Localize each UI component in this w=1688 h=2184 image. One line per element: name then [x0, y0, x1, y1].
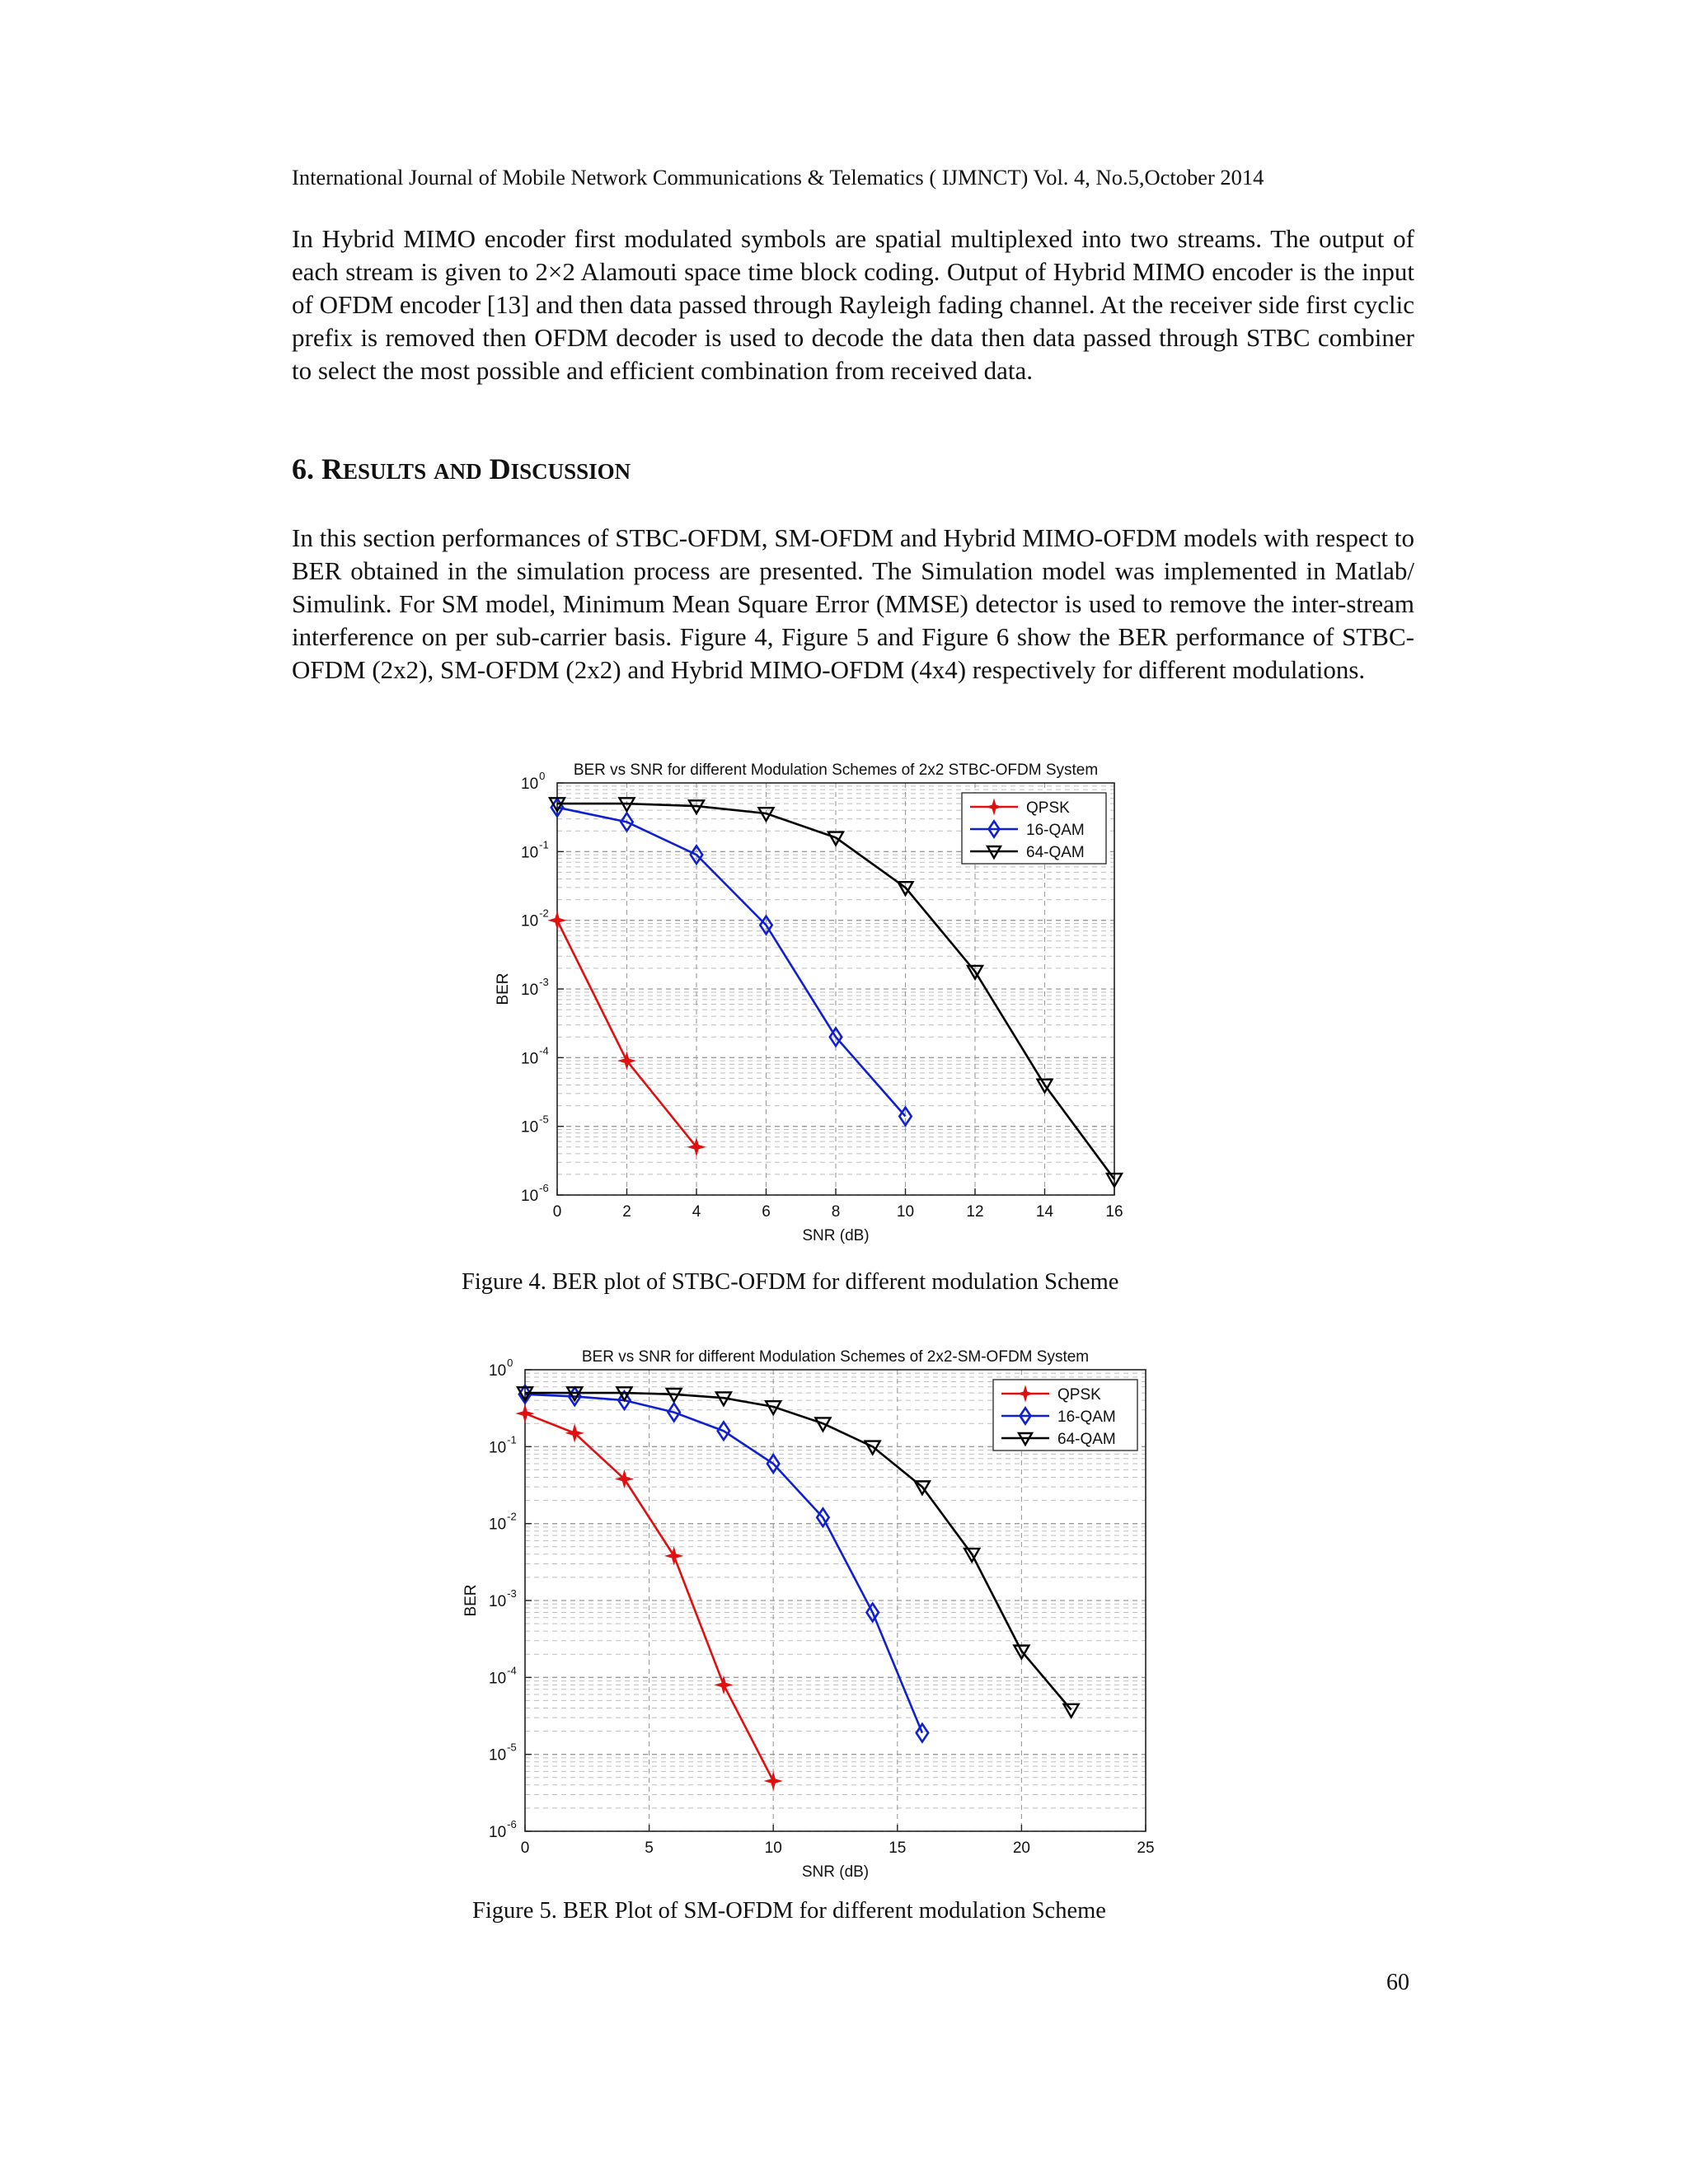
x-tick-label: 5 [645, 1840, 654, 1857]
section-word-2: AND [434, 459, 482, 484]
figure-5-chart [445, 1327, 1170, 1887]
y-tick-label: $10^0$ [521, 770, 546, 793]
x-tick-label: 12 [966, 1203, 984, 1221]
results-paragraph: In this section performances of STBC-OFDM, SM-OFDM and Hybrid MIMO-OFDM models with respect to BER obtained in the simulation process are presented. The Simulation model was implemented in Matlab/ Simulink. For SM model, Minimum Mean Square Error (MMSE) detector is used to remove the inter-stream interference on per sub-carrier basis. Figure 4, Figure 5 and Figure 6 show the BER performance of STBC-OFDM (2x2), SM-OFDM (2x2) and Hybrid MIMO-OFDM (4x4) respectively for different modulations. [292, 523, 1414, 684]
x-axis-label: SNR (dB) [802, 1227, 870, 1244]
y-tick-label: $10^{-4}$ [489, 1664, 517, 1688]
x-tick-label: 8 [831, 1203, 841, 1221]
y-tick-label: $10^0$ [489, 1357, 513, 1380]
y-tick-label: $10^{-4}$ [521, 1044, 549, 1068]
page-number: 60 [1386, 1970, 1409, 1995]
legend [962, 793, 1106, 864]
x-axis-label: SNR (dB) [801, 1863, 870, 1881]
y-tick-label: $10^{-2}$ [521, 907, 549, 930]
y-axis-label: BER [495, 972, 512, 1005]
y-tick-label: $10^{-2}$ [489, 1510, 517, 1534]
legend-label: 16-QAM [1026, 822, 1085, 839]
x-tick-label: 14 [1035, 1203, 1054, 1221]
y-tick-label: $10^{-3}$ [489, 1587, 517, 1610]
y-tick-label: $10^{-5}$ [521, 1113, 549, 1137]
y-tick-exponent: -5 [507, 1741, 517, 1754]
intro-paragraph: In Hybrid MIMO encoder first modulated symbols are spatial multiplexed into two streams. The output of each stream is given to 2×2 Alamouti space time block coding. Output of Hybrid MIMO encoder is the input of OFDM encoder [13] and then data passed through Rayleigh fading channel. At the receiver side first cyclic prefix is removed then OFDM decoder is used to decode the data then data passed through STBC combiner to select the most possible and efficient combination from received data. [292, 224, 1414, 385]
section-number: 6. [292, 452, 314, 485]
figure-4-caption: Figure 4. BER plot of STBC-OFDM for different modulation Scheme [462, 1269, 1119, 1295]
y-tick-label: $10^{-6}$ [489, 1818, 517, 1841]
x-tick-label: 0 [552, 1203, 562, 1221]
y-tick-exponent: -1 [507, 1433, 517, 1446]
y-tick-label: $10^{-6}$ [521, 1182, 549, 1205]
y-tick-label: $10^{-3}$ [521, 976, 549, 999]
x-tick-label: 6 [762, 1203, 771, 1221]
chart-title: BER vs SNR for different Modulation Schemes of 2x2 STBC-OFDM System [573, 762, 1099, 779]
legend-label: 64-QAM [1057, 1431, 1116, 1448]
y-axis-label: BER [462, 1584, 480, 1617]
figure-5-caption: Figure 5. BER Plot of SM-OFDM for different modulation Scheme [472, 1898, 1106, 1924]
y-tick-exponent: 0 [539, 770, 546, 782]
legend-label: 64-QAM [1026, 844, 1085, 861]
y-tick-exponent: 0 [507, 1357, 513, 1369]
y-tick-exponent: -2 [507, 1510, 517, 1523]
y-tick-exponent: -3 [539, 976, 549, 988]
section-heading [292, 452, 631, 486]
y-tick-label: $10^{-1}$ [489, 1433, 517, 1457]
x-tick-label: 0 [520, 1840, 530, 1857]
x-tick-label: 10 [764, 1840, 782, 1857]
x-tick-label: 15 [889, 1840, 907, 1857]
legend-label: QPSK [1057, 1386, 1101, 1404]
y-tick-exponent: -4 [539, 1044, 549, 1057]
x-tick-label: 16 [1105, 1203, 1123, 1221]
chart-title: BER vs SNR for different Modulation Schemes of 2x2-SM-OFDM System [581, 1348, 1090, 1366]
x-tick-label: 25 [1137, 1840, 1155, 1857]
y-tick-label: $10^{-1}$ [521, 838, 549, 862]
legend [993, 1380, 1137, 1451]
x-tick-label: 2 [622, 1203, 631, 1221]
y-tick-exponent: -6 [539, 1182, 549, 1194]
figure-4-chart [478, 742, 1137, 1253]
y-tick-exponent: -4 [507, 1664, 517, 1677]
y-tick-exponent: -1 [539, 838, 549, 851]
legend-label: QPSK [1026, 799, 1070, 817]
y-tick-label: $10^{-5}$ [489, 1741, 517, 1765]
x-tick-label: 20 [1012, 1840, 1030, 1857]
x-tick-label: 10 [896, 1203, 915, 1221]
y-tick-exponent: -3 [507, 1587, 517, 1600]
section-word-1: RESULTS [321, 452, 427, 485]
journal-header: International Journal of Mobile Network Communications & Telematics ( IJMNCT) Vol. 4, No.5,October 2014 [292, 165, 1264, 190]
x-tick-label: 4 [692, 1203, 701, 1221]
y-tick-exponent: -2 [539, 907, 549, 920]
section-word-3: DISCUSSION [489, 452, 631, 485]
y-tick-exponent: -6 [507, 1818, 517, 1830]
y-tick-exponent: -5 [539, 1113, 549, 1126]
legend-label: 16-QAM [1057, 1408, 1116, 1426]
